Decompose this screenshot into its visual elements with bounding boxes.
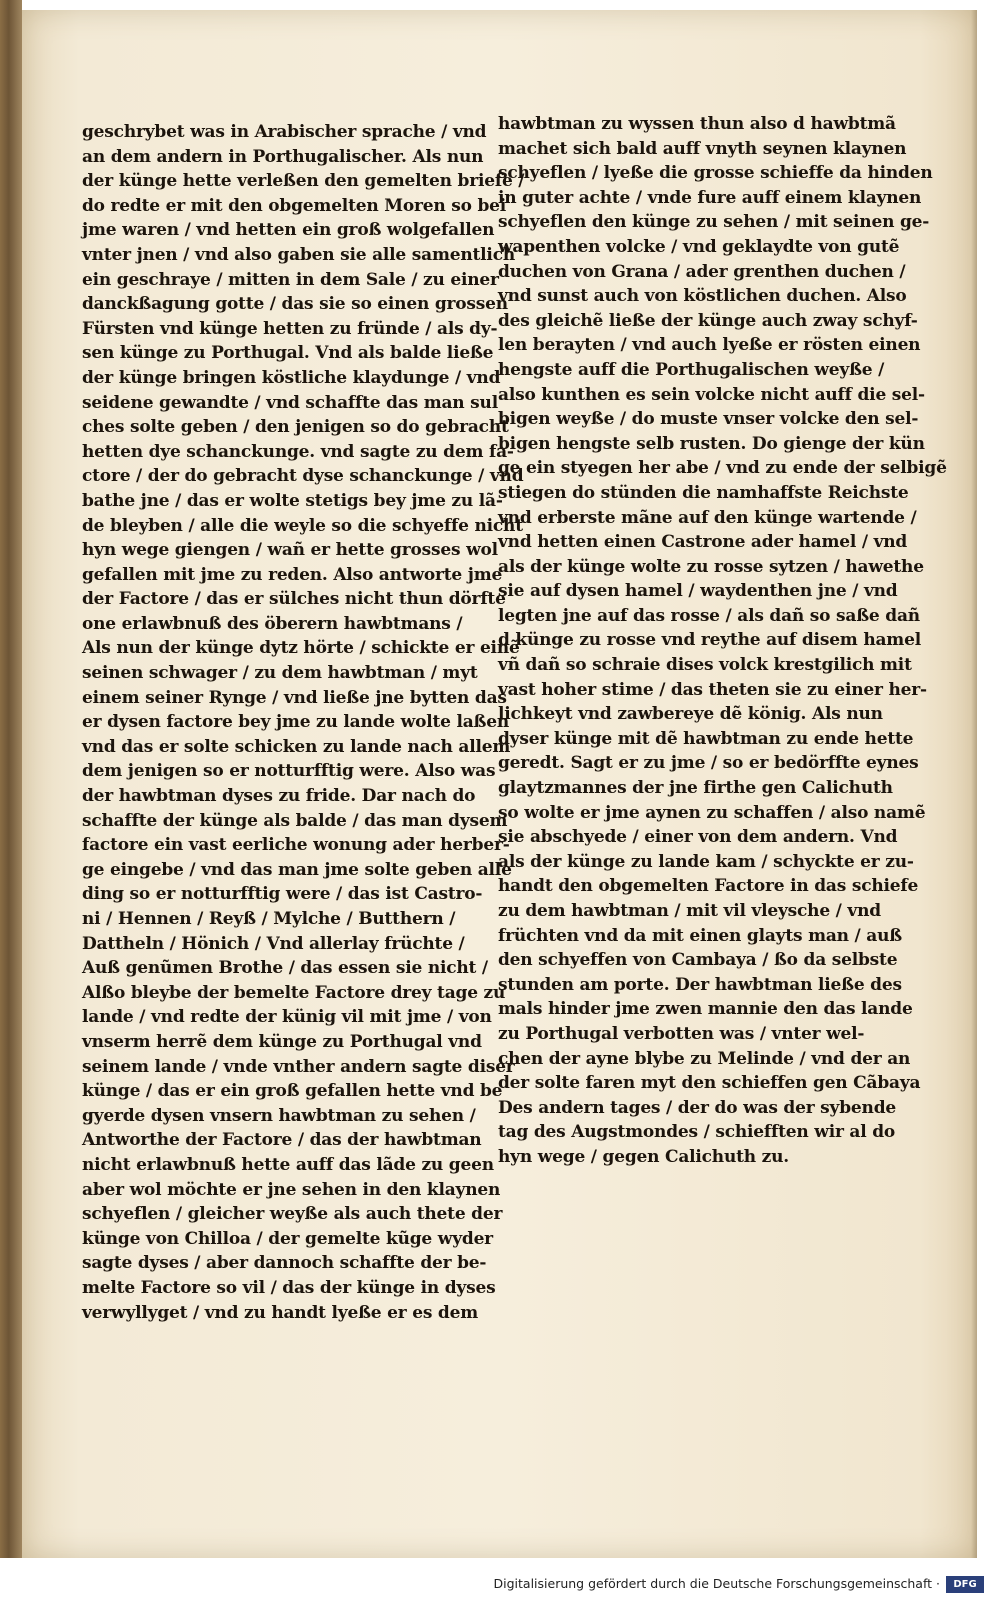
- dfg-logo: DFG: [946, 1576, 984, 1593]
- right-column-line: tag des Augstmondes / schiefften wir al do: [498, 1122, 896, 1143]
- right-column-line: als der künge wolte zu rosse sytzen / hawethe: [498, 556, 924, 577]
- left-column-line: sen künge zu Porthugal. Vnd als balde ließe: [82, 343, 494, 364]
- right-column-line: sie auf dysen hamel / waydenthen jne / vnd: [498, 581, 898, 602]
- left-column-line: verwyllyget / vnd zu handt lyeße er es dem: [82, 1302, 479, 1323]
- left-column-line: Antworthe der Factore / das der hawbtman: [82, 1130, 482, 1151]
- left-column-line: vnd das er solte schicken zu lande nach allem: [82, 736, 511, 757]
- right-column-line: des gleichẽ ließe der künge auch zway schyf-: [498, 310, 918, 331]
- left-column-line: hetten dye schanckunge. vnd sagte zu dem fa-: [82, 441, 514, 462]
- left-column-line: schyeflen / gleicher weyße als auch thete der: [82, 1204, 503, 1225]
- right-column-line: als der künge zu lande kam / schyckte er zu-: [498, 851, 914, 872]
- page-edge-shadow: [971, 10, 977, 1558]
- left-column-line: gyerde dysen vnsern hawbtman zu sehen /: [82, 1105, 476, 1126]
- right-column-line: schyeflen / lyeße die grosse schieffe da hinden: [498, 163, 933, 184]
- left-column-line: bathe jne / das er wolte stetigs bey jme zu lã-: [82, 490, 503, 511]
- left-column-line: Als nun der künge dytz hörte / schickte er einẽ: [82, 638, 520, 659]
- right-column-line: sie abschyede / einer von dem andern. Vnd: [498, 827, 898, 848]
- right-column-line: legten jne auf das rosse / als dañ so saße dañ: [498, 605, 920, 626]
- right-column-line: so wolte er jme aynen zu schaffen / also namẽ: [498, 802, 926, 823]
- right-column-line: den schyeffen von Cambaya / ßo da selbste: [498, 950, 898, 971]
- left-column-line: der Factore / das er sülches nicht thun dörfte: [82, 589, 506, 610]
- footer-bar: [0, 1558, 1000, 1599]
- right-column-line: früchten vnd da mit einen glayts man / auß: [498, 925, 902, 946]
- left-column-line: einem seiner Rynge / vnd ließe jne bytten das: [82, 687, 507, 708]
- left-column-line: ein geschraye / mitten in dem Sale / zu einer: [82, 269, 499, 290]
- right-column-line: wapenthen volcke / vnd geklaydte von gutẽ: [498, 236, 900, 257]
- right-text-column: [498, 112, 947, 1170]
- left-column-line: lande / vnd redte der künig vil mit jme / von: [82, 1007, 492, 1028]
- right-column-line: vnd hetten einen Castrone ader hamel / vnd: [498, 532, 908, 553]
- left-column-line: ctore / der do gebracht dyse schanckunge / vnd: [82, 466, 524, 487]
- right-column-line: d künge zu rosse vnd reythe auf disem hamel: [498, 630, 921, 651]
- right-column-line: also kunthen es sein volcke nicht auff die sel-: [498, 384, 925, 405]
- right-column-line: vast hoher stime / das theten sie zu einer her-: [498, 679, 927, 700]
- left-column-line: one erlawbnuß des öberern hawbtmans /: [82, 613, 463, 634]
- right-column-line: hyn wege / gegen Calichuth zu.: [498, 1146, 789, 1167]
- right-column-line: bigen hengste selb rusten. Do gienge der kün: [498, 433, 925, 454]
- right-column-line: vnd erberste mãne auf den künge wartende /: [498, 507, 917, 528]
- right-column-line: zu dem hawbtman / mit vil vleysche / vnd: [498, 901, 881, 921]
- left-column-line: factore ein vast eerliche wonung ader herber-: [82, 835, 510, 856]
- left-column-line: ni / Hennen / Reyß / Mylche / Butthern /: [82, 909, 456, 929]
- right-column-line: vñ dañ so schraie dises volck krestgilich mit: [498, 655, 912, 676]
- left-column-line: seidene gewandte / vnd schaffte das man sul: [82, 392, 498, 413]
- left-text-column: [82, 120, 525, 1325]
- left-column-line: er dysen factore bey jme zu lande wolte laßen: [82, 712, 510, 733]
- right-column-line: ge ein styegen her abe / vnd zu ende der selbigẽ: [498, 458, 947, 479]
- left-column-line: vnserm herrẽ dem künge zu Porthugal vnd: [82, 1031, 482, 1052]
- left-column-line: ding so er notturfftig were / das ist Castro-: [82, 884, 483, 905]
- right-column-line: dyser künge mit dẽ hawbtman zu ende hette: [498, 728, 914, 749]
- right-column-line: duchen von Grana / ader grenthen duchen /: [498, 261, 906, 282]
- right-column-line: hengste auff die Porthugalischen weyße /: [498, 359, 885, 380]
- left-column-line: ge eingebe / vnd das man jme solte geben alle: [82, 859, 512, 880]
- right-column-line: chen der ayne blybe zu Melinde / vnd der an: [498, 1048, 911, 1069]
- left-column-line: der künge bringen köstliche klaydunge / vnd: [82, 367, 501, 388]
- left-column-line: Auß genũmen Brothe / das essen sie nicht /: [82, 958, 488, 979]
- left-column-line: hyn wege giengen / wañ er hette grosses wol: [82, 540, 498, 561]
- left-column-line: der hawbtman dyses zu fride. Dar nach do: [82, 786, 476, 807]
- right-column-line: hawbtman zu wyssen thun also d hawbtmã: [498, 114, 896, 134]
- right-column-line: zu Porthugal verbotten was / vnter wel-: [498, 1023, 865, 1044]
- right-column-line: len berayten / vnd auch lyeße er rösten einen: [498, 335, 921, 356]
- left-column-line: künge / das er ein groß gefallen hette vnd be: [82, 1081, 503, 1102]
- right-column-line: handt den obgemelten Factore in das schiefe: [498, 876, 919, 897]
- funding-credit: Digitalisierung gefördert durch die Deutsche Forschungsgemeinschaft ·: [493, 1576, 940, 1591]
- left-column-line: dem jenigen so er notturfftig were. Also was: [82, 761, 496, 782]
- left-column-line: ches solte geben / den jenigen so do gebracht: [82, 417, 509, 438]
- left-column-line: do redte er mit den obgemelten Moren so bei: [82, 195, 507, 216]
- right-column-line: der solte faren myt den schieffen gen Cãbaya: [498, 1073, 921, 1094]
- left-column-line: künge von Chilloa / der gemelte kũge wyder: [82, 1228, 493, 1249]
- left-column-line: de bleyben / alle die weyle so die schyeffe nicht: [82, 515, 523, 536]
- left-column-line: melte Factore so vil / das der künge in dyses: [82, 1277, 496, 1298]
- left-column-line: gefallen mit jme zu reden. Also antworte jme: [82, 564, 503, 585]
- right-column-line: lichkeyt vnd zawbereye dẽ könig. Als nun: [498, 704, 883, 725]
- left-column-line: Alßo bleybe der bemelte Factore drey tage zu: [82, 982, 506, 1003]
- right-column-line: schyeflen den künge zu sehen / mit seinen ge-: [498, 212, 930, 233]
- right-column-line: stiegen do stünden die namhaffste Reichste: [498, 482, 909, 503]
- right-column-line: vnd sunst auch von köstlichen duchen. Also: [498, 286, 907, 307]
- left-column-line: schaffte der künge als balde / das man dysem: [82, 810, 508, 831]
- left-column-line: der künge hette verleßen den gemelten briefe /: [82, 171, 525, 192]
- left-column-line: geschrybet was in Arabischer sprache / vnd: [82, 122, 487, 142]
- right-column-line: in guter achte / vnde fure auff einem klaynen: [498, 187, 922, 208]
- right-column-line: stunden am porte. Der hawbtman ließe des: [498, 974, 902, 995]
- right-column-line: geredt. Sagt er zu jme / so er bedörffte eynes: [498, 753, 919, 774]
- right-column-line: Des andern tages / der do was der sybende: [498, 1097, 896, 1118]
- left-column-line: sagte dyses / aber dannoch schaffte der be-: [82, 1253, 487, 1274]
- left-column-line: Fürsten vnd künge hetten zu fründe / als dy-: [82, 318, 498, 339]
- book-binding: [0, 0, 22, 1560]
- right-column-line: bigen weyße / do muste vnser volcke den sel-: [498, 409, 919, 430]
- left-column-line: Dattheln / Hönich / Vnd allerlay früchte /: [82, 933, 465, 954]
- left-column-line: seinem lande / vnde vnther andern sagte diser: [82, 1056, 515, 1077]
- left-column-line: vnter jnen / vnd also gaben sie alle samentlich: [82, 244, 515, 265]
- left-column-line: jme waren / vnd hetten ein groß wolgefallen: [82, 220, 495, 241]
- left-column-line: an dem andern in Porthugalischer. Als nun: [82, 146, 484, 167]
- left-column-line: seinen schwager / zu dem hawbtman / myt: [82, 663, 478, 684]
- right-column-line: mals hinder jme zwen mannie den das lande: [498, 999, 913, 1020]
- right-column-line: glaytzmannes der jne firthe gen Calichuth: [498, 778, 893, 799]
- left-column-line: aber wol möchte er jne sehen in den klaynen: [82, 1179, 501, 1200]
- left-column-line: danckßagung gotte / das sie so einen grossen: [82, 294, 508, 315]
- left-column-line: nicht erlawbnuß hette auff das lãde zu geen: [82, 1154, 494, 1175]
- right-column-line: machet sich bald auff vnyth seynen klaynen: [498, 138, 907, 159]
